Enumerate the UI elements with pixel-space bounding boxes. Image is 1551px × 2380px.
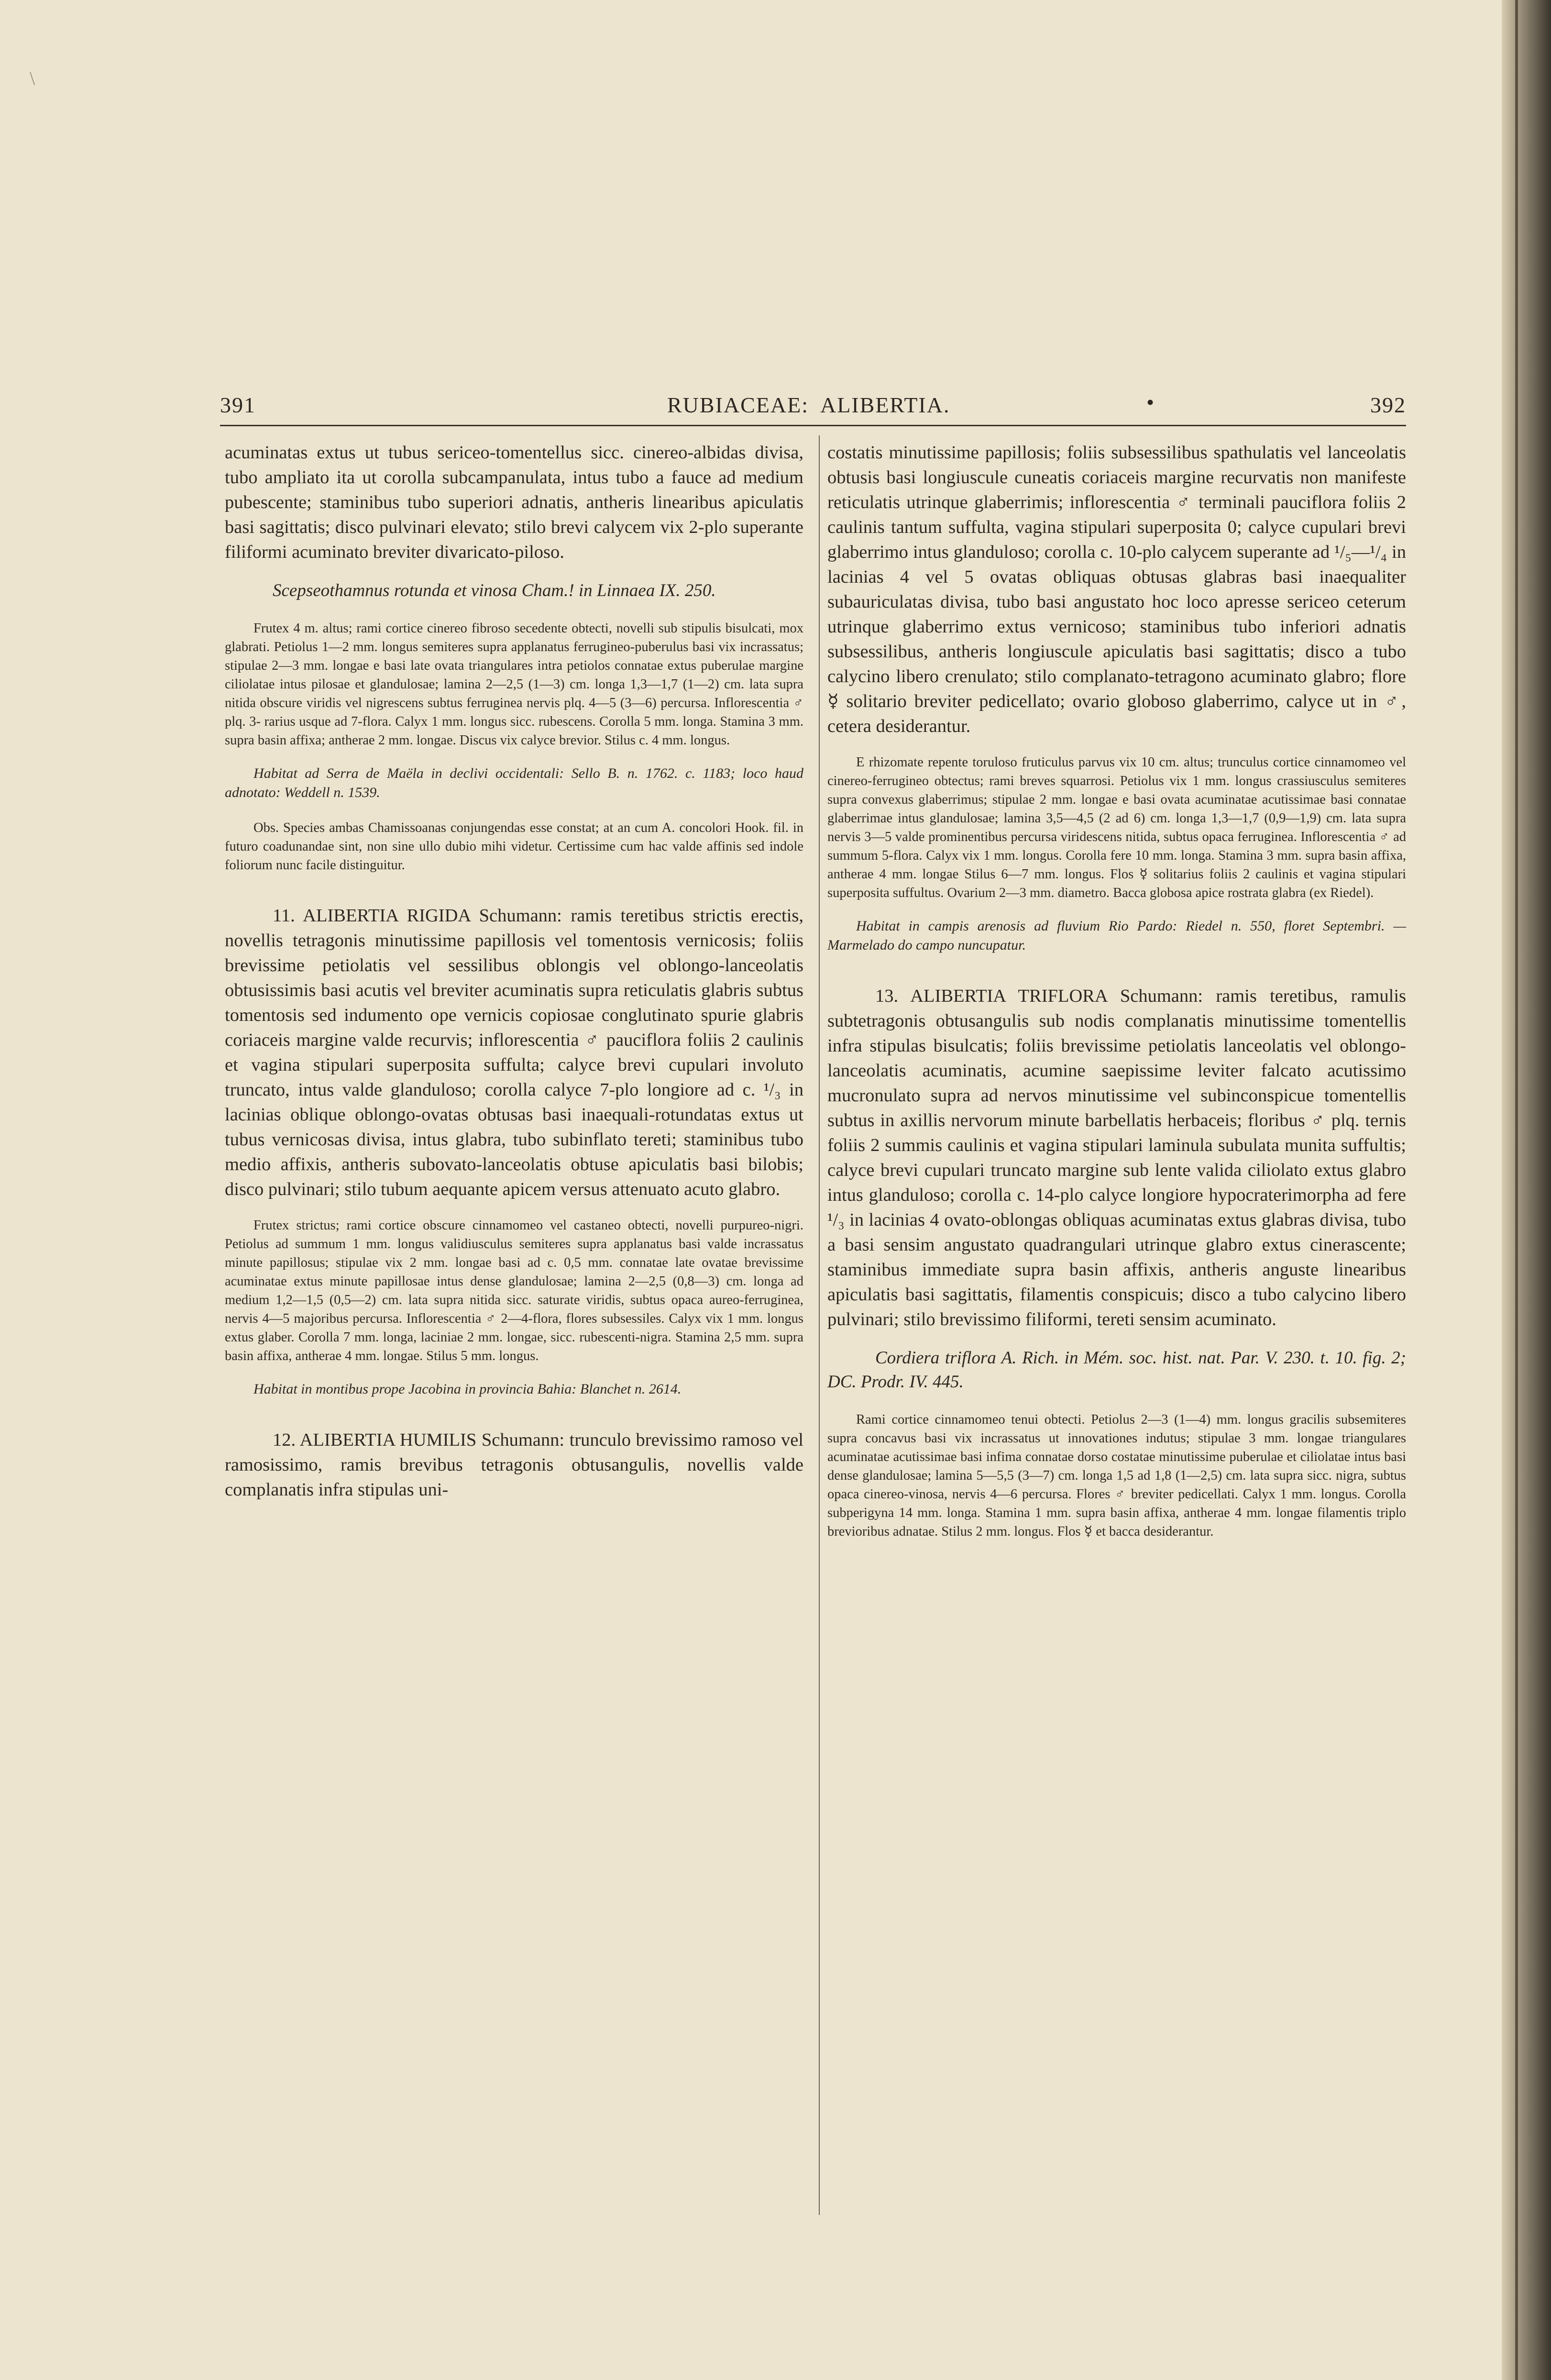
species-12-habitat: Habitat in campis arenosis ad fluvium Rio Pardo: Riedel n. 550, floret Septembri. — Marmelado do campo nuncupatur. bbox=[827, 918, 1406, 953]
species-13-description: Rami cortice cinnamomeo tenui obtecti. Petiolus 2—3 (1—4) mm. longus gracilis subsemiteres supra concavus basi vix incrassatus ut innovationes indutus; stipulae 3 mm. longae triangulares acuminatae acutissimae basi infima connatae dorso costatae minutissime puberulae et ciliolatae intus basi dense glandulosae; lamina 5—5,5 (3—7) cm. longa 1,5 ad 1,8 (1—2,5) cm. lata supra sicc. nigra, subtus opaca cinereo-vinosa, nervis 4—6 percursa. Flores ♂ breviter pedicellati. Calyx 1 mm. longus. Corolla subperigyna 14 mm. longa. Stamina 1 mm. supra basin affixa, antherae 4 mm. longae filamentis triplo brevioribus adnatae. Stilus 2 mm. longus. Flos ☿ et bacca desiderantur. bbox=[827, 1412, 1406, 1539]
page-number-right: 392 bbox=[1370, 393, 1406, 417]
habitat-note: Habitat ad Serra de Maëla in declivi occidentali: Sello B. n. 1762. c. 1183; loco haud adnotato: Weddell n. 1539. bbox=[225, 765, 803, 800]
running-head-family: RUBIACEAE: bbox=[667, 393, 809, 417]
species-11-description: Frutex strictus; rami cortice obscure cinnamomeo vel castaneo obtecti, novelli purpureo-nigri. Petiolus ad summum 1 mm. longus validiusculus semiteres supra applanatus basi valde incrassatus minute papillosus; stipulae vix 2 mm. longae basi ad c. 0,5 mm. connatae late ovatae brevissime acuminatae extus minute papillosae intus dense glandulosae; lamina 2—2,5 (0,8—3) cm. longa ad medium 1,2—1,5 (0,5—2) cm. lata supra nitida sicc. saturate viridis, subtus opaca aureo-ferruginea, nervis 4—5 majoribus percursa. Inflorescentia ♂ 2—4-flora, flores subsessiles. Calyx vix 1 mm. longus extus glaber. Corolla 7 mm. longa, laciniae 2 mm. longae, sicc. rubescenti-nigra. Stamina 2,5 mm. supra basin affixa, antherae 4 mm. longae. Stilus 5 mm. longus. bbox=[225, 1218, 803, 1363]
species-12-description: E rhizomate repente toruloso fruticulus parvus vix 10 cm. altus; trunculus cortice cinnamomeo vel cinereo-ferrugineo obtectus; rami breves squarrosi. Petiolus vix 1 mm. longus crassiusculus semiteres supra convexus glaberrimus; stipulae 2 mm. longae e basi ovata acuminatae acutissimae basi connatae glaberrimae intus glandulosae; lamina 3,5—4,5 (2 ad 6) cm. longa 1,3—1,7 (0,9—1,9) cm. lata supra nervis 3—5 valde prominentibus percursa viridescens nitida, subtus opaca ferruginea. Inflorescentia ♂ ad summum 5-flora. Calyx vix 1 mm. longus. Corolla fere 10 mm. longa. Stamina 3 mm. supra basin affixa, antherae 4 mm. longae Stilus 6—7 mm. longus. Flos ☿ solitarius foliis 2 caulinis et vagina stipulari superposita suffultus. Ovarium 2—3 mm. diametro. Bacca globosa apice rostrata glabra (ex Riedel). bbox=[827, 755, 1406, 900]
observation-note: Obs. Species ambas Chamissoanas conjungendas esse constat; at an cum A. concolori Hook. fil. in futuro coadunandae sint, non sine ullo dubio mihi videtur. Certissime cum hac valde affinis sed indole foliorum nunc facile distinguitur. bbox=[225, 820, 803, 873]
running-head-genus: ALIBERTIA. bbox=[820, 393, 950, 417]
left-column bbox=[225, 440, 803, 1517]
species-12-diagnosis-continued: costatis minutissime papillosis; foliis subsessilibus spathulatis vel lanceolatis obtusis basi longiuscule cuneatis coriaceis margine recurvatis non manifeste reticulatis utrinque glaberrimis; inflorescentia ♂ terminali pauciflora foliis 2 caulinis tantum suffulta, vagina stipulari superposita 0; calyce cupulari brevi glaberrimo intus glanduloso; corolla c. 10-plo calycem superante ad ¹/₅—¹/₄ in lacinias 4 vel 5 ovatas obliquas obtusas glabras basi inaequaliter subauriculatas divisa, tubo basi angustato hoc loco apresse sericeo ceterum utrinque glaberrimo extus vernicoso; staminibus tubo inferiori adnatis subsessilibus, antheris longiuscule apiculatis basi sagittatis; disco a tubo calycino libero crenulato; stilo complanato-tetragono acuminato glabro; flore ☿ solitario breviter pedicellato; ovario globoso glaberrimo, calyce ut in ♂, cetera desiderantur. bbox=[827, 443, 1406, 736]
species-12-diagnosis: 12. ALIBERTIA HUMILIS Schumann: trunculo brevissimo ramoso vel ramosissimo, ramis brevibus tetragonis obtusangulis, novellis valde complanatis infra stipulas uni- bbox=[225, 1430, 803, 1500]
species-11-diagnosis: 11. ALIBERTIA RIGIDA Schumann: ramis teretibus strictis erectis, novellis tetragonis minutissime papillosis vel tomentosis vernicosis; foliis brevissime petiolatis vel sessilibus oblongis vel oblongo-lanceolatis obtusissimis basi acutis vel breviter acuminatis supra reticulatis glabris subtus tomentosis sed indumento ope vernicis copiosae conglutinato spurie glabris coriaceis margine valde recurvis; inflorescentia ♂ pauciflora foliis 2 caulinis et vagina stipulari superposita suffulta; calyce brevi cupulari involuto truncato, intus valde glanduloso; corolla calyce 7-plo longiore ad c. ¹/₃ in lacinias oblique oblongo-ovatas obtusas basi inaequali-rotundatas extus ut tubus vernicosas divisa, intus glabra, tubo subinflato tereti; staminibus tubo medio affixis, antheris subovato-lanceolatis obtuse apiculatis basi bilobis; disco pulvinari; stilo tubum aequante apicem versus attenuato acuto glabro. bbox=[225, 906, 803, 1199]
column-divider bbox=[819, 435, 820, 2215]
right-column bbox=[827, 440, 1406, 1555]
species-13-diagnosis: 13. ALIBERTIA TRIFLORA Schumann: ramis teretibus, ramulis subtetragonis obtusangulis sub nodis complanatis minutissime tomentellis infra stipulas bisulcatis; foliis brevissime petiolatis lanceolatis vel oblongo-lanceolatis acuminatis, acumine saepissime leviter falcato acutissimo mucronulato supra ad nervos minutissime vel subinconspicue tomentellis subtus in axillis nervorum minute barbellatis herbaceis; floribus ♂ plq. ternis foliis 2 summis caulinis et vagina stipulari laminula subulata munita suffultis; calyce brevi cupulari truncato margine sub lente valida ciliolato extus glabro intus glanduloso; corolla c. 14-plo calyce longiore hypocraterimorpha ad fere ¹/₃ in lacinias 4 ovato-oblongas obliquas acuminatas extus glabras divisa, tubo a basi sensim angustato quadrangulari utrinque glabro extus cinerascente; staminibus immediate supra basin affixis, antheris anguste linearibus apiculatis basi sagittatis, filamentis conspicuis; disco a tubo calycino libero pulvinari; stilo brevissimo filiformi, tereti sensim acuminato. bbox=[827, 986, 1406, 1329]
synonym-reference: Scepseothamnus rotunda et vinosa Cham.! in Linnaea IX. 250. bbox=[273, 581, 716, 600]
continued-diagnosis: acuminatas extus ut tubus sericeo-tomentellus sicc. cinereo-albidas divisa, tubo ampliato ita ut corolla subcampanulata, intus tubo a fauce ad medium pubescente; staminibus tubo superiori adnatis, antheris linearibus apiculatis basi sagittatis; disco pulvinari elevato; stilo brevi calycem vix 2-plo superante filiformi acuminato breviter divaricato-piloso. bbox=[225, 443, 803, 562]
header-dot: • bbox=[1146, 390, 1155, 414]
margin-mark: \ bbox=[30, 67, 35, 89]
species-11-habitat: Habitat in montibus prope Jacobina in provincia Bahia: Blanchet n. 2614. bbox=[253, 1381, 682, 1397]
running-header bbox=[220, 392, 1406, 426]
page-number-left: 391 bbox=[220, 393, 256, 417]
binding-edge bbox=[1515, 0, 1518, 2380]
binding-gutter bbox=[1502, 0, 1551, 2380]
description-paragraph: Frutex 4 m. altus; rami cortice cinereo fibroso secedente obtecti, novelli sub stipulis bisulcati, mox glabrati. Petiolus 1—2 mm. longus semiteres supra applanatus ferrugineo-puberulus basi vix incrassatus; stipulae 2—3 mm. longae e basi late ovata triangulares intra petiolos connatae extus puberulae margine ciliolatae intus pilosae et glandulosae; lamina 2—2,5 (1—3) cm. longa 1,3—1,7 (1—2) cm. lata supra nitida obscure viridis vel nigrescens subtus ferruginea nervis plq. 4—5 (3—6) percursa. Inflorescentia ♂ plq. 3- rarius usque ad 7-flora. Calyx 1 mm. longus sicc. rubescens. Corolla 5 mm. longa. Stamina 3 mm. supra basin affixa; antherae 2 mm. longae. Discus vix calyce brevior. Stilus c. 4 mm. longus. bbox=[225, 621, 803, 748]
header-rule bbox=[220, 425, 1406, 426]
species-13-reference: Cordiera triflora A. Rich. in Mém. soc. hist. nat. Par. V. 230. t. 10. fig. 2; DC. Prodr. IV. 445. bbox=[827, 1348, 1406, 1392]
